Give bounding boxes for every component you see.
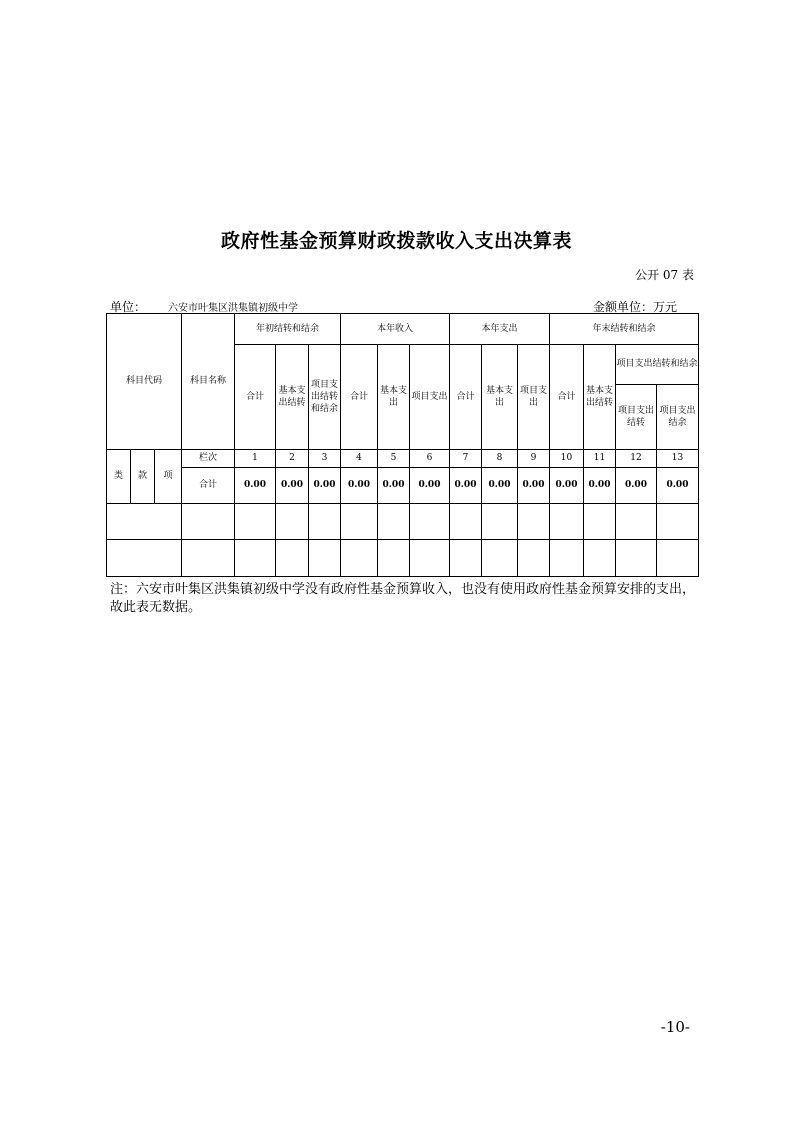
col-number: 2 [276, 450, 309, 468]
code-lei: 类 [107, 450, 131, 504]
col-basic-expense: 基本支出 [482, 345, 518, 450]
report-title: 政府性基金预算财政拨款收入支出决算表 [220, 230, 572, 252]
col-number: 12 [616, 450, 657, 468]
col-project-carry-balance-group: 项目支出结转和结余 [616, 345, 699, 385]
col-number: 9 [518, 450, 550, 468]
empty-cell [378, 504, 410, 540]
empty-cell [276, 504, 309, 540]
total-value: 0.00 [235, 468, 276, 504]
col-project-balance: 项目支出结余 [657, 385, 699, 450]
col-number: 4 [341, 450, 378, 468]
col-total: 合计 [341, 345, 378, 450]
empty-row [107, 504, 699, 540]
col-basic-expense: 基本支出 [378, 345, 410, 450]
column-number-row [107, 450, 699, 468]
unit-name: 六安市叶集区洪集镇初级中学 [168, 303, 299, 314]
footnote: 注：六安市叶集区洪集镇初级中学没有政府性基金预算收入，也没有使用政府性基金预算安排的支出，故此表无数据。 [110, 582, 696, 615]
col-basic-carry: 基本支出结转 [584, 345, 616, 450]
col-project-carry-balance: 项目支出结转和结余 [309, 345, 341, 450]
empty-cell [657, 540, 699, 577]
col-project-expense: 项目支出 [518, 345, 550, 450]
empty-row [107, 540, 699, 577]
total-value: 0.00 [482, 468, 518, 504]
col-number: 8 [482, 450, 518, 468]
empty-cell [550, 504, 584, 540]
empty-cell [107, 504, 182, 540]
closing-balance-header: 年末结转和结余 [550, 314, 699, 345]
amount-unit: 金额单位：万元 [592, 300, 677, 314]
total-value: 0.00 [450, 468, 482, 504]
empty-cell [616, 540, 657, 577]
empty-cell [378, 540, 410, 577]
col-project-carry: 项目支出结转 [616, 385, 657, 450]
empty-cell [107, 540, 182, 577]
subject-code-header: 科目代码 [107, 314, 182, 450]
col-project-expense: 项目支出 [410, 345, 450, 450]
empty-cell [182, 540, 235, 577]
empty-cell [584, 504, 616, 540]
expense-header: 本年支出 [450, 314, 550, 345]
total-label: 合计 [182, 468, 235, 504]
empty-cell [276, 540, 309, 577]
subject-name-header: 科目名称 [182, 314, 235, 450]
empty-cell [482, 540, 518, 577]
empty-cell [550, 540, 584, 577]
empty-cell [182, 504, 235, 540]
code-kuan: 款 [131, 450, 155, 504]
form-code: 公开 07 表 [635, 268, 694, 282]
col-number: 13 [657, 450, 699, 468]
col-number: 3 [309, 450, 341, 468]
col-total: 合计 [450, 345, 482, 450]
total-value: 0.00 [276, 468, 309, 504]
code-xiang: 项 [155, 450, 182, 504]
empty-cell [341, 540, 378, 577]
empty-cell [235, 504, 276, 540]
empty-cell [616, 504, 657, 540]
empty-cell [410, 540, 450, 577]
empty-cell [518, 504, 550, 540]
total-value: 0.00 [309, 468, 341, 504]
unit-label: 单位： [110, 300, 147, 314]
col-number: 11 [584, 450, 616, 468]
total-value: 0.00 [584, 468, 616, 504]
empty-cell [341, 504, 378, 540]
col-number: 6 [410, 450, 450, 468]
total-value: 0.00 [518, 468, 550, 504]
total-value: 0.00 [341, 468, 378, 504]
total-value: 0.00 [657, 468, 699, 504]
total-row [107, 468, 699, 504]
empty-cell [309, 504, 341, 540]
empty-cell [584, 540, 616, 577]
empty-cell [309, 540, 341, 577]
total-value: 0.00 [550, 468, 584, 504]
col-total: 合计 [235, 345, 276, 450]
col-total: 合计 [550, 345, 584, 450]
col-basic-carry: 基本支出结转 [276, 345, 309, 450]
empty-cell [482, 504, 518, 540]
col-number: 1 [235, 450, 276, 468]
total-value: 0.00 [410, 468, 450, 504]
empty-cell [450, 540, 482, 577]
col-number-label: 栏次 [182, 450, 235, 468]
income-header: 本年收入 [341, 314, 450, 345]
page-number: -10- [660, 1018, 690, 1036]
empty-cell [410, 504, 450, 540]
opening-balance-header: 年初结转和结余 [235, 314, 341, 345]
budget-table [106, 313, 699, 577]
empty-cell [450, 504, 482, 540]
empty-cell [657, 504, 699, 540]
col-number: 10 [550, 450, 584, 468]
total-value: 0.00 [378, 468, 410, 504]
col-number: 5 [378, 450, 410, 468]
empty-cell [518, 540, 550, 577]
empty-cell [235, 540, 276, 577]
col-number: 7 [450, 450, 482, 468]
total-value: 0.00 [616, 468, 657, 504]
header-row-1 [107, 314, 699, 345]
